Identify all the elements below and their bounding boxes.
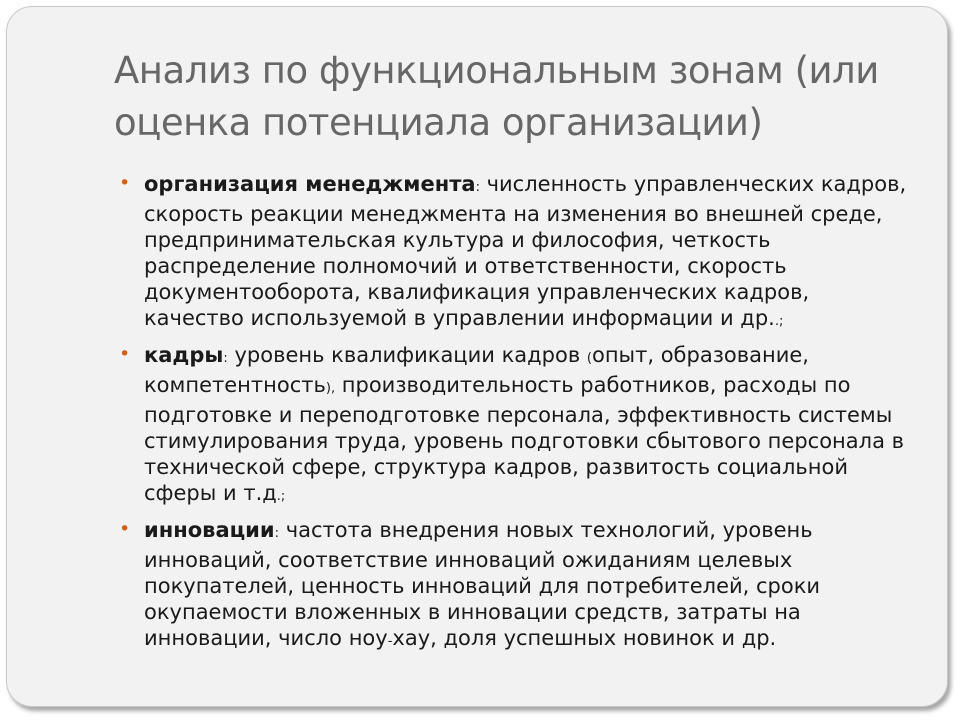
paren-close: ), xyxy=(325,381,336,396)
bullet-colon: : xyxy=(274,526,280,541)
bullet-dot-icon: • xyxy=(119,518,131,540)
bullet-text: уровень квалификации кадров xyxy=(227,343,587,367)
bullet-text: частота внедрения новых технологий, уровень инноваций, соответствие инноваций ожиданиям целевых покупателей, ценность инноваций для потребителей, сроки окупаемости вложенных в инновации средств, затраты на инновации, число ноу xyxy=(144,518,821,650)
paren-open: ( xyxy=(586,351,592,366)
bullet-colon: : xyxy=(223,351,228,366)
bullet-dot-icon: • xyxy=(119,172,131,194)
bullet-dash: - xyxy=(387,634,393,649)
bullet-colon: : xyxy=(475,180,480,195)
bullet-text: хау, доля успешных новинок и др. xyxy=(392,626,777,650)
bullet-text: опыт, образование, компетентность xyxy=(144,343,809,397)
slide-title: Анализ по функциональным зонам (или оценка потенциала организации) xyxy=(114,49,879,144)
bullet-dot-icon: • xyxy=(119,343,131,365)
bullet-list xyxy=(119,171,914,662)
bullet-end: .; xyxy=(276,489,286,504)
bullet-item-management xyxy=(119,171,914,335)
slide-frame xyxy=(6,6,948,707)
bullet-item-personnel xyxy=(119,342,914,510)
bullet-end: .; xyxy=(774,314,784,329)
bullet-text: производительность работников, расходы по подготовке и переподготовке персонала, эффективность системы стимулирования труда, уровень подготовки сбытового персонала в технической сфере, структура кадров, развитость социальной сферы и т.д xyxy=(144,373,904,505)
bullet-term: организация менеджмента xyxy=(144,172,476,196)
bullet-term: кадры xyxy=(144,343,224,367)
bullet-term: инновации xyxy=(144,518,275,542)
bullet-text: численность управленческих кадров, скорость реакции менеджмента на изменения во внешней среде, предпринимательская культура и философия, четкость распределение полномочий и ответственности, скорость документооборота, квалификация управленческих кадров, качество используемой в управлении информации и др. xyxy=(144,172,907,330)
bullet-item-innovation xyxy=(119,517,914,655)
